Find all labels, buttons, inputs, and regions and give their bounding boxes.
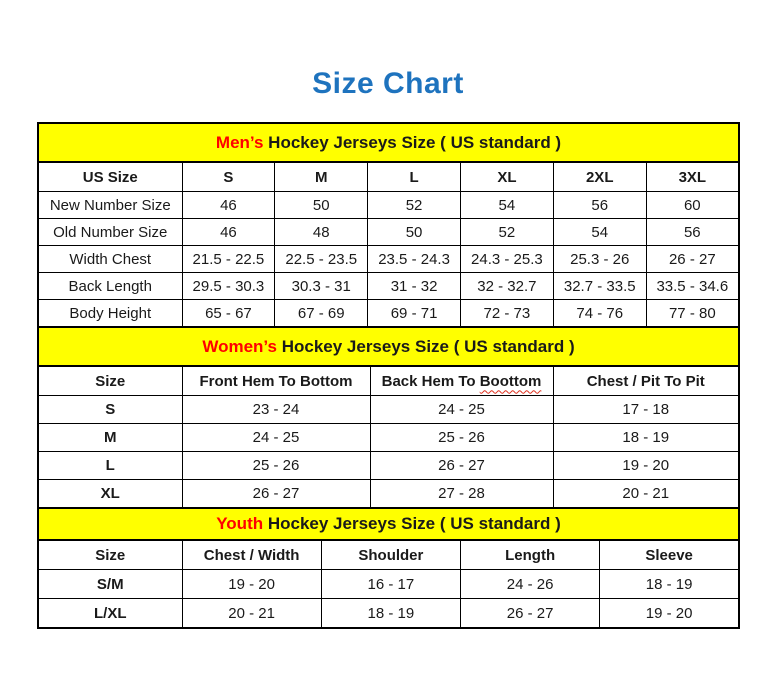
- value-cell: 23.5 - 24.3: [368, 246, 461, 273]
- column-header: 2XL: [553, 162, 646, 192]
- value-cell: 52: [460, 219, 553, 246]
- youth-section-band: [38, 508, 739, 540]
- mens-size-table: [37, 122, 740, 328]
- size-chart: [37, 122, 740, 629]
- column-header: Sleeve: [600, 540, 739, 570]
- value-cell: 25 - 26: [370, 424, 553, 452]
- row-label: Old Number Size: [38, 219, 182, 246]
- womens-size-table: [37, 326, 740, 509]
- table-row: [38, 480, 739, 509]
- youth-header-row: [38, 540, 739, 570]
- table-row: [38, 246, 739, 273]
- column-header: Chest / Pit To Pit: [553, 366, 739, 396]
- value-cell: 22.5 - 23.5: [275, 246, 368, 273]
- page-title: Size Chart: [312, 67, 464, 100]
- value-cell: 19 - 20: [182, 570, 321, 599]
- column-header: M: [275, 162, 368, 192]
- value-cell: 33.5 - 34.6: [646, 273, 739, 300]
- row-label: Body Height: [38, 300, 182, 328]
- table-row: [38, 273, 739, 300]
- row-label: New Number Size: [38, 192, 182, 219]
- value-cell: 24 - 25: [370, 396, 553, 424]
- column-header: Shoulder: [321, 540, 460, 570]
- value-cell: 24 - 26: [461, 570, 600, 599]
- column-header: Size: [38, 366, 182, 396]
- table-row: [38, 599, 739, 629]
- womens-header-row: [38, 366, 739, 396]
- row-label: L: [38, 452, 182, 480]
- column-header: S: [182, 162, 275, 192]
- row-label: L/XL: [38, 599, 182, 629]
- value-cell: 19 - 20: [553, 452, 739, 480]
- value-cell: 56: [646, 219, 739, 246]
- value-cell: 25 - 26: [182, 452, 370, 480]
- mens-header-row: [38, 162, 739, 192]
- column-header-back-hem: [370, 366, 553, 396]
- row-label: M: [38, 424, 182, 452]
- value-cell: 72 - 73: [460, 300, 553, 328]
- row-label: Back Length: [38, 273, 182, 300]
- back-hem-prefix: Back Hem To: [381, 372, 480, 390]
- value-cell: 77 - 80: [646, 300, 739, 328]
- value-cell: 26 - 27: [370, 452, 553, 480]
- column-header: US Size: [38, 162, 182, 192]
- table-row: [38, 219, 739, 246]
- womens-band-rest: Hockey Jerseys Size ( US standard ): [276, 336, 575, 356]
- value-cell: 20 - 21: [182, 599, 321, 629]
- value-cell: 26 - 27: [461, 599, 600, 629]
- value-cell: 18 - 19: [600, 570, 739, 599]
- back-hem-misspelled-word: Boottom: [479, 372, 542, 390]
- value-cell: 31 - 32: [368, 273, 461, 300]
- column-header: XL: [460, 162, 553, 192]
- mens-band-highlight: Men’s: [215, 132, 264, 152]
- column-header: L: [368, 162, 461, 192]
- mens-section-band: [38, 123, 739, 162]
- value-cell: 65 - 67: [182, 300, 275, 328]
- value-cell: 67 - 69: [275, 300, 368, 328]
- value-cell: 32 - 32.7: [460, 273, 553, 300]
- table-row: [38, 424, 739, 452]
- value-cell: 30.3 - 31: [275, 273, 368, 300]
- youth-band-rest: Hockey Jerseys Size ( US standard ): [263, 514, 561, 533]
- value-cell: 21.5 - 22.5: [182, 246, 275, 273]
- value-cell: 60: [646, 192, 739, 219]
- value-cell: 29.5 - 30.3: [182, 273, 275, 300]
- table-row: [38, 300, 739, 328]
- column-header: Length: [461, 540, 600, 570]
- youth-band-highlight: Youth: [216, 514, 264, 533]
- value-cell: 26 - 27: [646, 246, 739, 273]
- value-cell: 46: [182, 219, 275, 246]
- column-header: 3XL: [646, 162, 739, 192]
- table-row: [38, 192, 739, 219]
- value-cell: 54: [553, 219, 646, 246]
- womens-band-title: [38, 327, 739, 366]
- value-cell: 69 - 71: [368, 300, 461, 328]
- value-cell: 23 - 24: [182, 396, 370, 424]
- row-label: XL: [38, 480, 182, 509]
- mens-band-rest: Hockey Jerseys Size ( US standard ): [263, 132, 562, 152]
- value-cell: 46: [182, 192, 275, 219]
- table-row: [38, 570, 739, 599]
- column-header: Chest / Width: [182, 540, 321, 570]
- value-cell: 54: [460, 192, 553, 219]
- womens-band-highlight: Women’s: [202, 336, 277, 356]
- youth-size-table: [37, 507, 740, 629]
- column-header: Size: [38, 540, 182, 570]
- value-cell: 50: [275, 192, 368, 219]
- value-cell: 26 - 27: [182, 480, 370, 509]
- value-cell: 18 - 19: [553, 424, 739, 452]
- value-cell: 74 - 76: [553, 300, 646, 328]
- row-label: S: [38, 396, 182, 424]
- value-cell: 52: [368, 192, 461, 219]
- value-cell: 50: [368, 219, 461, 246]
- table-row: [38, 396, 739, 424]
- row-label: S/M: [38, 570, 182, 599]
- value-cell: 25.3 - 26: [553, 246, 646, 273]
- value-cell: 20 - 21: [553, 480, 739, 509]
- youth-band-title: [38, 508, 739, 540]
- value-cell: 56: [553, 192, 646, 219]
- mens-band-title: [38, 123, 739, 162]
- value-cell: 48: [275, 219, 368, 246]
- value-cell: 18 - 19: [321, 599, 460, 629]
- value-cell: 19 - 20: [600, 599, 739, 629]
- value-cell: 24 - 25: [182, 424, 370, 452]
- womens-section-band: [38, 327, 739, 366]
- value-cell: 16 - 17: [321, 570, 460, 599]
- value-cell: 27 - 28: [370, 480, 553, 509]
- column-header: Front Hem To Bottom: [182, 366, 370, 396]
- row-label: Width Chest: [38, 246, 182, 273]
- value-cell: 17 - 18: [553, 396, 739, 424]
- value-cell: 24.3 - 25.3: [460, 246, 553, 273]
- value-cell: 32.7 - 33.5: [553, 273, 646, 300]
- table-row: [38, 452, 739, 480]
